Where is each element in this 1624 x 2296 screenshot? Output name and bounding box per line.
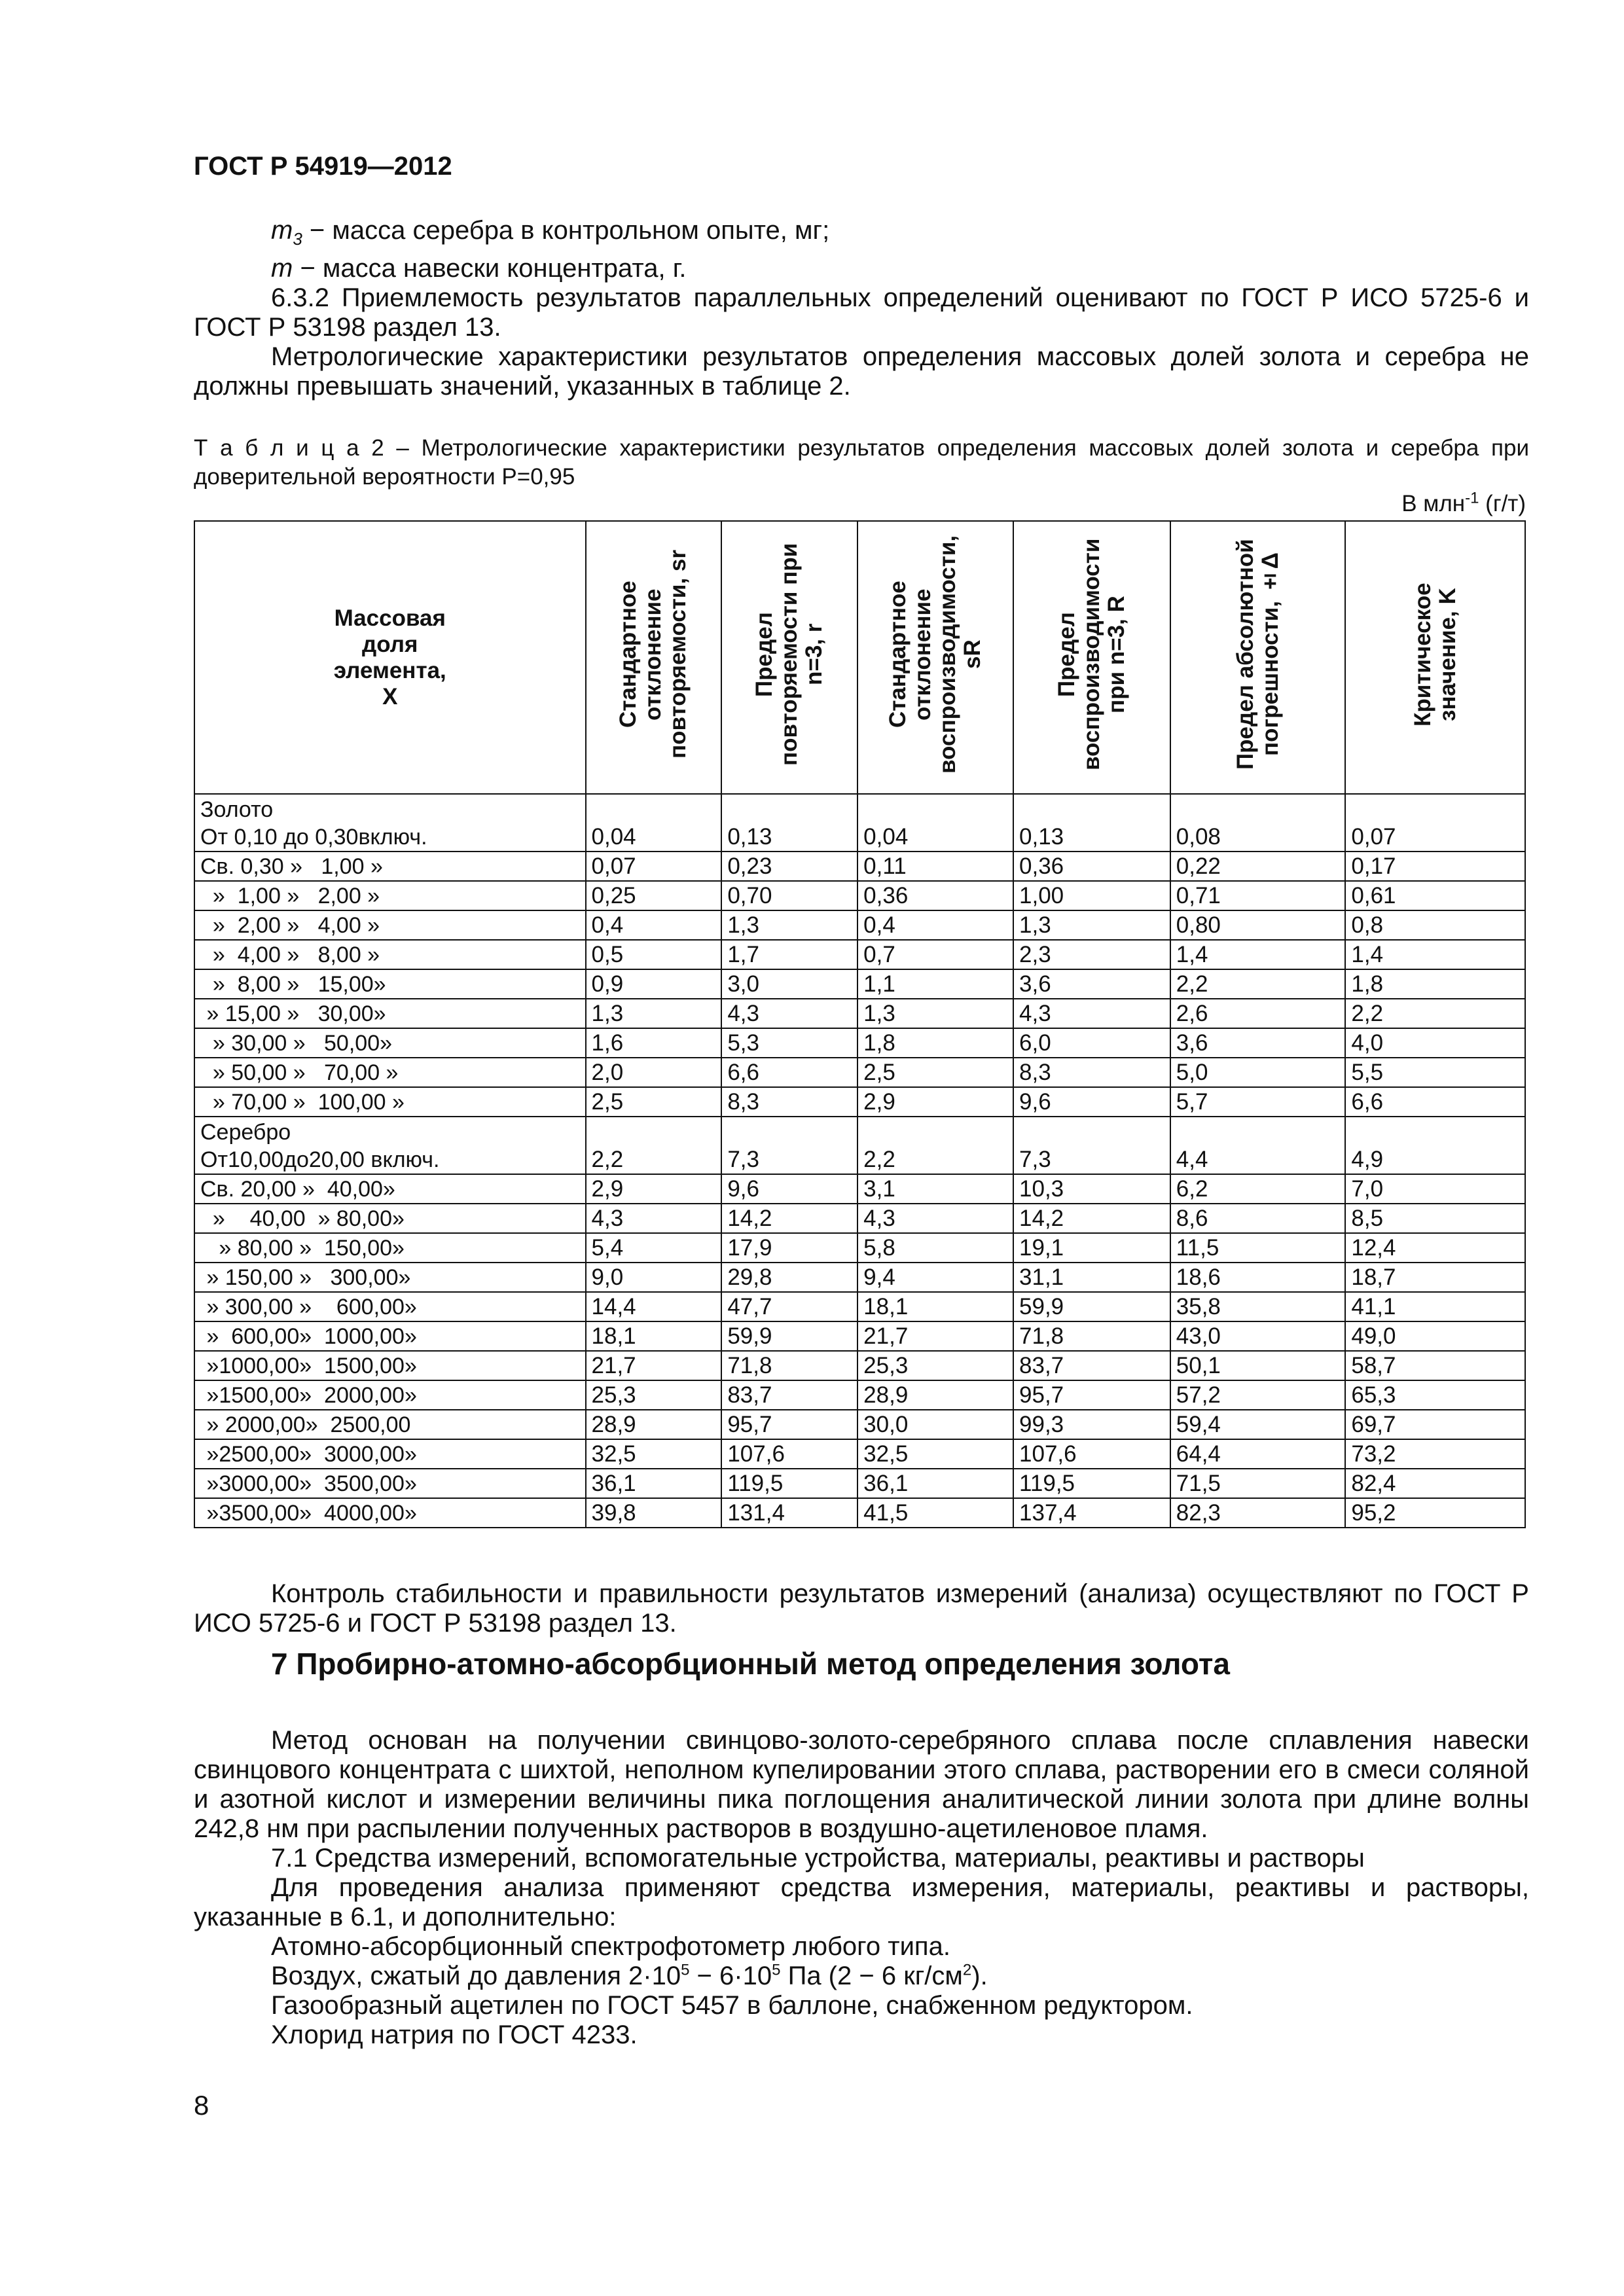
group-label: Серебро (200, 1120, 291, 1145)
table-cell: 0,7 (857, 940, 1013, 969)
m-definition: m − масса навески концентрата, г. (271, 254, 687, 283)
table-cell: 11,5 (1170, 1233, 1346, 1263)
col-header-R: Предел воспроизводимости при n=3, R (1013, 521, 1170, 794)
table-row (194, 1439, 1525, 1469)
table-cell: 3,6 (1170, 1028, 1346, 1058)
metrology-table (194, 520, 1526, 1528)
table-cell: 32,5 (586, 1439, 722, 1469)
table-cell: 0,80 (1170, 910, 1346, 940)
table-cell: 4,3 (1013, 999, 1170, 1028)
table-cell: 65,3 (1345, 1380, 1525, 1410)
range-label: Св. 0,30 » 1,00 » (200, 854, 383, 879)
table-row (194, 794, 1525, 852)
table-cell: 82,3 (1170, 1498, 1346, 1528)
table-row (194, 1321, 1525, 1351)
table-row (194, 1263, 1525, 1292)
table-cell: 5,7 (1170, 1087, 1346, 1117)
row-label (194, 1351, 586, 1380)
table-cell: 1,3 (721, 910, 857, 940)
table-cell: 59,9 (721, 1321, 857, 1351)
row-label (194, 1469, 586, 1498)
table-cell: 25,3 (857, 1351, 1013, 1380)
table-cell: 6,0 (1013, 1028, 1170, 1058)
col-header-sr: Стандартное отклонение повторяемости, sr (586, 521, 722, 794)
acetylene-paragraph: Газообразный ацетилен по ГОСТ 5457 в баллоне, снабженном редуктором. (271, 1991, 1193, 2020)
table-cell: 3,6 (1013, 969, 1170, 999)
table-cell: 0,13 (1013, 794, 1170, 852)
table-cell: 14,4 (586, 1292, 722, 1321)
range-label: » 2000,00» 2500,00 (200, 1412, 411, 1437)
table-cell: 6,6 (721, 1058, 857, 1087)
table-cell: 10,3 (1013, 1174, 1170, 1204)
range-label: »1500,00» 2000,00» (200, 1383, 417, 1408)
table-row (194, 1117, 1525, 1174)
table-cell: 5,0 (1170, 1058, 1346, 1087)
table-cell: 9,6 (721, 1174, 857, 1204)
table-cell: 9,0 (586, 1263, 722, 1292)
table-cell: 0,25 (586, 881, 722, 910)
table-cell: 50,1 (1170, 1351, 1346, 1380)
table-cell: 0,11 (857, 852, 1013, 881)
table-cell: 14,2 (721, 1204, 857, 1233)
range-label: » 2,00 » 4,00 » (200, 913, 380, 938)
table-cell: 119,5 (1013, 1469, 1170, 1498)
document-header: ГОСТ Р 54919—2012 (194, 152, 452, 181)
row-label (194, 1028, 586, 1058)
range-label: » 30,00 » 50,00» (200, 1031, 393, 1056)
table-cell: 0,36 (1013, 852, 1170, 881)
col-header-delta: Предел абсолютной погрешности, ±Δ (1170, 521, 1346, 794)
table-cell: 21,7 (857, 1321, 1013, 1351)
paragraph-7-1: 7.1 Средства измерений, вспомогательные устройства, материалы, реактивы и растворы (271, 1844, 1365, 1873)
table-cell: 2,2 (857, 1117, 1013, 1174)
table-cell: 95,7 (1013, 1380, 1170, 1410)
table-cell: 0,61 (1345, 881, 1525, 910)
table-row (194, 999, 1525, 1028)
table-cell: 2,5 (586, 1087, 722, 1117)
table-cell: 0,04 (857, 794, 1013, 852)
table-cell: 4,3 (586, 1204, 722, 1233)
table-cell: 82,4 (1345, 1469, 1525, 1498)
range-label: » 70,00 » 100,00 » (200, 1090, 405, 1115)
table-body (194, 794, 1525, 1528)
table-cell: 1,3 (1013, 910, 1170, 940)
table-row (194, 1469, 1525, 1498)
table-cell: 0,07 (586, 852, 722, 881)
range-label: » 300,00 » 600,00» (200, 1295, 417, 1319)
row-label (194, 1204, 586, 1233)
table-cell: 1,00 (1013, 881, 1170, 910)
row-label (194, 852, 586, 881)
col-header-r: Предел повторяемости при n=3, r (721, 521, 857, 794)
metrology-paragraph: Метрологические характеристики результатов определения массовых долей золота и серебра не должны превышать значений, указанных в таблице 2. (194, 342, 1529, 401)
intro-block (194, 216, 1529, 401)
table-cell: 3,1 (857, 1174, 1013, 1204)
row-label (194, 1087, 586, 1117)
table-cell: 0,70 (721, 881, 857, 910)
table-cell: 1,8 (857, 1028, 1013, 1058)
table-cell: 1,4 (1170, 940, 1346, 969)
table-cell: 14,2 (1013, 1204, 1170, 1233)
table-row (194, 1204, 1525, 1233)
table-row (194, 1380, 1525, 1410)
air-paragraph: Воздух, сжатый до давления $2\cdot 10^5 - 6\cdot 10^5$ Па (2 − 6 $кг/см^2$). (271, 1961, 988, 1990)
table-cell: 2,2 (1170, 969, 1346, 999)
table-cell: 2,0 (586, 1058, 722, 1087)
table-cell: 4,0 (1345, 1028, 1525, 1058)
row-label (194, 1439, 586, 1469)
table-cell: 0,36 (857, 881, 1013, 910)
control-paragraph: Контроль стабильности и правильности результатов измерений (анализа) осуществляют по ГОСТ Р ИСО 5725-6 и ГОСТ Р 53198 раздел 13. (194, 1579, 1529, 1638)
table-cell: 0,8 (1345, 910, 1525, 940)
table-row (194, 1058, 1525, 1087)
page-number: 8 (194, 2090, 209, 2121)
group-label: Золото (200, 797, 274, 822)
table-cell: 32,5 (857, 1439, 1013, 1469)
table-cell: 1,3 (586, 999, 722, 1028)
table-cell: 43,0 (1170, 1321, 1346, 1351)
table-cell: 95,2 (1345, 1498, 1525, 1528)
table-cell: 12,4 (1345, 1233, 1525, 1263)
table-cell: 0,17 (1345, 852, 1525, 881)
table-header-row (194, 521, 1525, 794)
section-7-body (194, 1726, 1529, 2050)
table-cell: 7,3 (1013, 1117, 1170, 1174)
table-cell: 71,8 (1013, 1321, 1170, 1351)
table-cell: 8,3 (1013, 1058, 1170, 1087)
range-label: » 150,00 » 300,00» (200, 1265, 411, 1290)
table-cell: 2,3 (1013, 940, 1170, 969)
col-header-sR: Стандартное отклонение воспроизводимости, sR (857, 521, 1013, 794)
range-label: »3000,00» 3500,00» (200, 1471, 417, 1496)
table-row (194, 910, 1525, 940)
table-row (194, 1087, 1525, 1117)
table-cell: 28,9 (857, 1380, 1013, 1410)
table-cell: 19,1 (1013, 1233, 1170, 1263)
table-cell: 0,4 (586, 910, 722, 940)
table-cell: 4,9 (1345, 1117, 1525, 1174)
col-header-K: Критическое значение, K (1345, 521, 1525, 794)
table-cell: 18,6 (1170, 1263, 1346, 1292)
nacl-paragraph: Хлорид натрия по ГОСТ 4233. (271, 2020, 638, 2049)
row-label (194, 969, 586, 999)
row-label (194, 794, 586, 852)
table-cell: 18,7 (1345, 1263, 1525, 1292)
table-cell: 5,8 (857, 1233, 1013, 1263)
table-row (194, 1233, 1525, 1263)
range-label: » 1,00 » 2,00 » (200, 884, 380, 908)
table-cell: 1,1 (857, 969, 1013, 999)
table-cell: 9,6 (1013, 1087, 1170, 1117)
table-cell: 2,5 (857, 1058, 1013, 1087)
table-cell: 1,3 (857, 999, 1013, 1028)
table-caption: Т а б л и ц а 2 – Метрологические характеристики результатов определения массовых долей золота и серебра при доверительной вероятности Р=0,95 (194, 435, 1529, 490)
table-cell: 7,3 (721, 1117, 857, 1174)
table-cell: 36,1 (857, 1469, 1013, 1498)
row-label (194, 1117, 586, 1174)
table-cell: 8,3 (721, 1087, 857, 1117)
table-cell: 99,3 (1013, 1410, 1170, 1439)
range-label: » 600,00» 1000,00» (200, 1324, 417, 1349)
range-label: От10,00до20,00 включ. (200, 1147, 440, 1172)
table-cell: 18,1 (586, 1321, 722, 1351)
table-cell: 4,3 (721, 999, 857, 1028)
method-paragraph: Метод основан на получении свинцово-золото-серебряного сплава после сплавления навески свинцового концентрата с шихтой, неполном купелировании этого сплава, растворении его в смеси соляной и азотной кислот и измерении величины пика поглощения аналитической линии золота при длине волны 242,8 нм при распылении полученных растворов в воздушно-ацетиленовое пламя. (194, 1726, 1529, 1843)
range-label: » 40,00 » 80,00» (200, 1206, 405, 1231)
table-cell: 6,2 (1170, 1174, 1346, 1204)
table-cell: 95,7 (721, 1410, 857, 1439)
m3-definition: $m_3$ − масса серебра в контрольном опыте, мг; (271, 216, 830, 249)
row-label (194, 1321, 586, 1351)
row-label (194, 910, 586, 940)
range-label: » 8,00 » 15,00» (200, 972, 386, 997)
table-cell: 0,23 (721, 852, 857, 881)
table-cell: 0,22 (1170, 852, 1346, 881)
table-cell: 17,9 (721, 1233, 857, 1263)
table-cell: 2,9 (857, 1087, 1013, 1117)
table-cell: 5,5 (1345, 1058, 1525, 1087)
section-7-title: 7 Пробирно-атомно-абсорбционный метод определения золота (271, 1647, 1230, 1681)
table-cell: 28,9 (586, 1410, 722, 1439)
range-label: От 0,10 до 0,30включ. (200, 825, 427, 850)
table-cell: 119,5 (721, 1469, 857, 1498)
table-cell: 0,07 (1345, 794, 1525, 852)
table-cell: 21,7 (586, 1351, 722, 1380)
table-cell: 1,8 (1345, 969, 1525, 999)
table-cell: 6,6 (1345, 1087, 1525, 1117)
aas-paragraph: Атомно-абсорбционный спектрофотометр любого типа. (271, 1932, 950, 1961)
table-cell: 7,0 (1345, 1174, 1525, 1204)
table-cell: 8,6 (1170, 1204, 1346, 1233)
table-cell: 2,9 (586, 1174, 722, 1204)
row-label (194, 940, 586, 969)
table-cell: 73,2 (1345, 1439, 1525, 1469)
row-label (194, 1058, 586, 1087)
table-cell: 57,2 (1170, 1380, 1346, 1410)
table-cell: 0,04 (586, 794, 722, 852)
table-cell: 64,4 (1170, 1439, 1346, 1469)
table-cell: 69,7 (1345, 1410, 1525, 1439)
range-label: » 4,00 » 8,00 » (200, 942, 380, 967)
row-label (194, 1233, 586, 1263)
table-cell: 3,0 (721, 969, 857, 999)
range-label: Св. 20,00 » 40,00» (200, 1177, 395, 1202)
table-cell: 25,3 (586, 1380, 722, 1410)
col-header-element: Массовая доля элемента, X (194, 521, 586, 794)
table-cell: 2,6 (1170, 999, 1346, 1028)
table-row (194, 1498, 1525, 1528)
table-cell: 107,6 (1013, 1439, 1170, 1469)
table-cell: 2,2 (1345, 999, 1525, 1028)
range-label: »3500,00» 4000,00» (200, 1501, 417, 1526)
table-cell: 49,0 (1345, 1321, 1525, 1351)
row-label (194, 881, 586, 910)
table-cell: 4,4 (1170, 1117, 1346, 1174)
table-cell: 71,8 (721, 1351, 857, 1380)
row-label (194, 1263, 586, 1292)
table-cell: 31,1 (1013, 1263, 1170, 1292)
table-cell: 41,1 (1345, 1292, 1525, 1321)
table-row (194, 1351, 1525, 1380)
table-cell: 5,4 (586, 1233, 722, 1263)
paragraph-6-3-2: 6.3.2 Приемлемость результатов параллельных определений оценивают по ГОСТ Р ИСО 5725-6 и ГОСТ Р 53198 раздел 13. (194, 283, 1529, 342)
table-cell: 0,4 (857, 910, 1013, 940)
table-cell: 4,3 (857, 1204, 1013, 1233)
row-label (194, 1174, 586, 1204)
table-cell: 9,4 (857, 1263, 1013, 1292)
table-cell: 2,2 (586, 1117, 722, 1174)
table-cell: 36,1 (586, 1469, 722, 1498)
range-label: » 50,00 » 70,00 » (200, 1060, 399, 1085)
apply-paragraph: Для проведения анализа применяют средства измерения, материалы, реактивы и растворы, указанные в 6.1, и дополнительно: (194, 1873, 1529, 1931)
range-label: » 80,00 » 150,00» (200, 1236, 405, 1261)
table-cell: 30,0 (857, 1410, 1013, 1439)
table-cell: 18,1 (857, 1292, 1013, 1321)
table-row (194, 1028, 1525, 1058)
row-label (194, 1292, 586, 1321)
row-label (194, 1410, 586, 1439)
table-cell: 1,4 (1345, 940, 1525, 969)
table-cell: 5,3 (721, 1028, 857, 1058)
table-cell: 8,5 (1345, 1204, 1525, 1233)
table-row (194, 969, 1525, 999)
table-cell: 83,7 (721, 1380, 857, 1410)
table-cell: 35,8 (1170, 1292, 1346, 1321)
table-cell: 71,5 (1170, 1469, 1346, 1498)
table-cell: 83,7 (1013, 1351, 1170, 1380)
table-row (194, 1410, 1525, 1439)
table-cell: 41,5 (857, 1498, 1013, 1528)
table-cell: 137,4 (1013, 1498, 1170, 1528)
table-cell: 131,4 (721, 1498, 857, 1528)
table-cell: 1,6 (586, 1028, 722, 1058)
table-row (194, 1292, 1525, 1321)
table-row (194, 881, 1525, 910)
table-cell: 58,7 (1345, 1351, 1525, 1380)
table-cell: 47,7 (721, 1292, 857, 1321)
row-label (194, 1498, 586, 1528)
table-row (194, 852, 1525, 881)
range-label: » 15,00 » 30,00» (200, 1001, 386, 1026)
table-cell: 59,4 (1170, 1410, 1346, 1439)
table-cell: 29,8 (721, 1263, 857, 1292)
table-cell: 0,08 (1170, 794, 1346, 852)
table-cell: 0,5 (586, 940, 722, 969)
table-row (194, 940, 1525, 969)
row-label (194, 999, 586, 1028)
table-cell: 0,71 (1170, 881, 1346, 910)
table-unit: В млн$^{-1}$ (г/т) (1401, 489, 1526, 516)
row-label (194, 1380, 586, 1410)
range-label: »2500,00» 3000,00» (200, 1442, 417, 1467)
range-label: »1000,00» 1500,00» (200, 1354, 417, 1378)
table-row (194, 1174, 1525, 1204)
table-cell: 59,9 (1013, 1292, 1170, 1321)
table-cell: 1,7 (721, 940, 857, 969)
table-cell: 0,9 (586, 969, 722, 999)
table-cell: 39,8 (586, 1498, 722, 1528)
table-cell: 107,6 (721, 1439, 857, 1469)
table-cell: 0,13 (721, 794, 857, 852)
